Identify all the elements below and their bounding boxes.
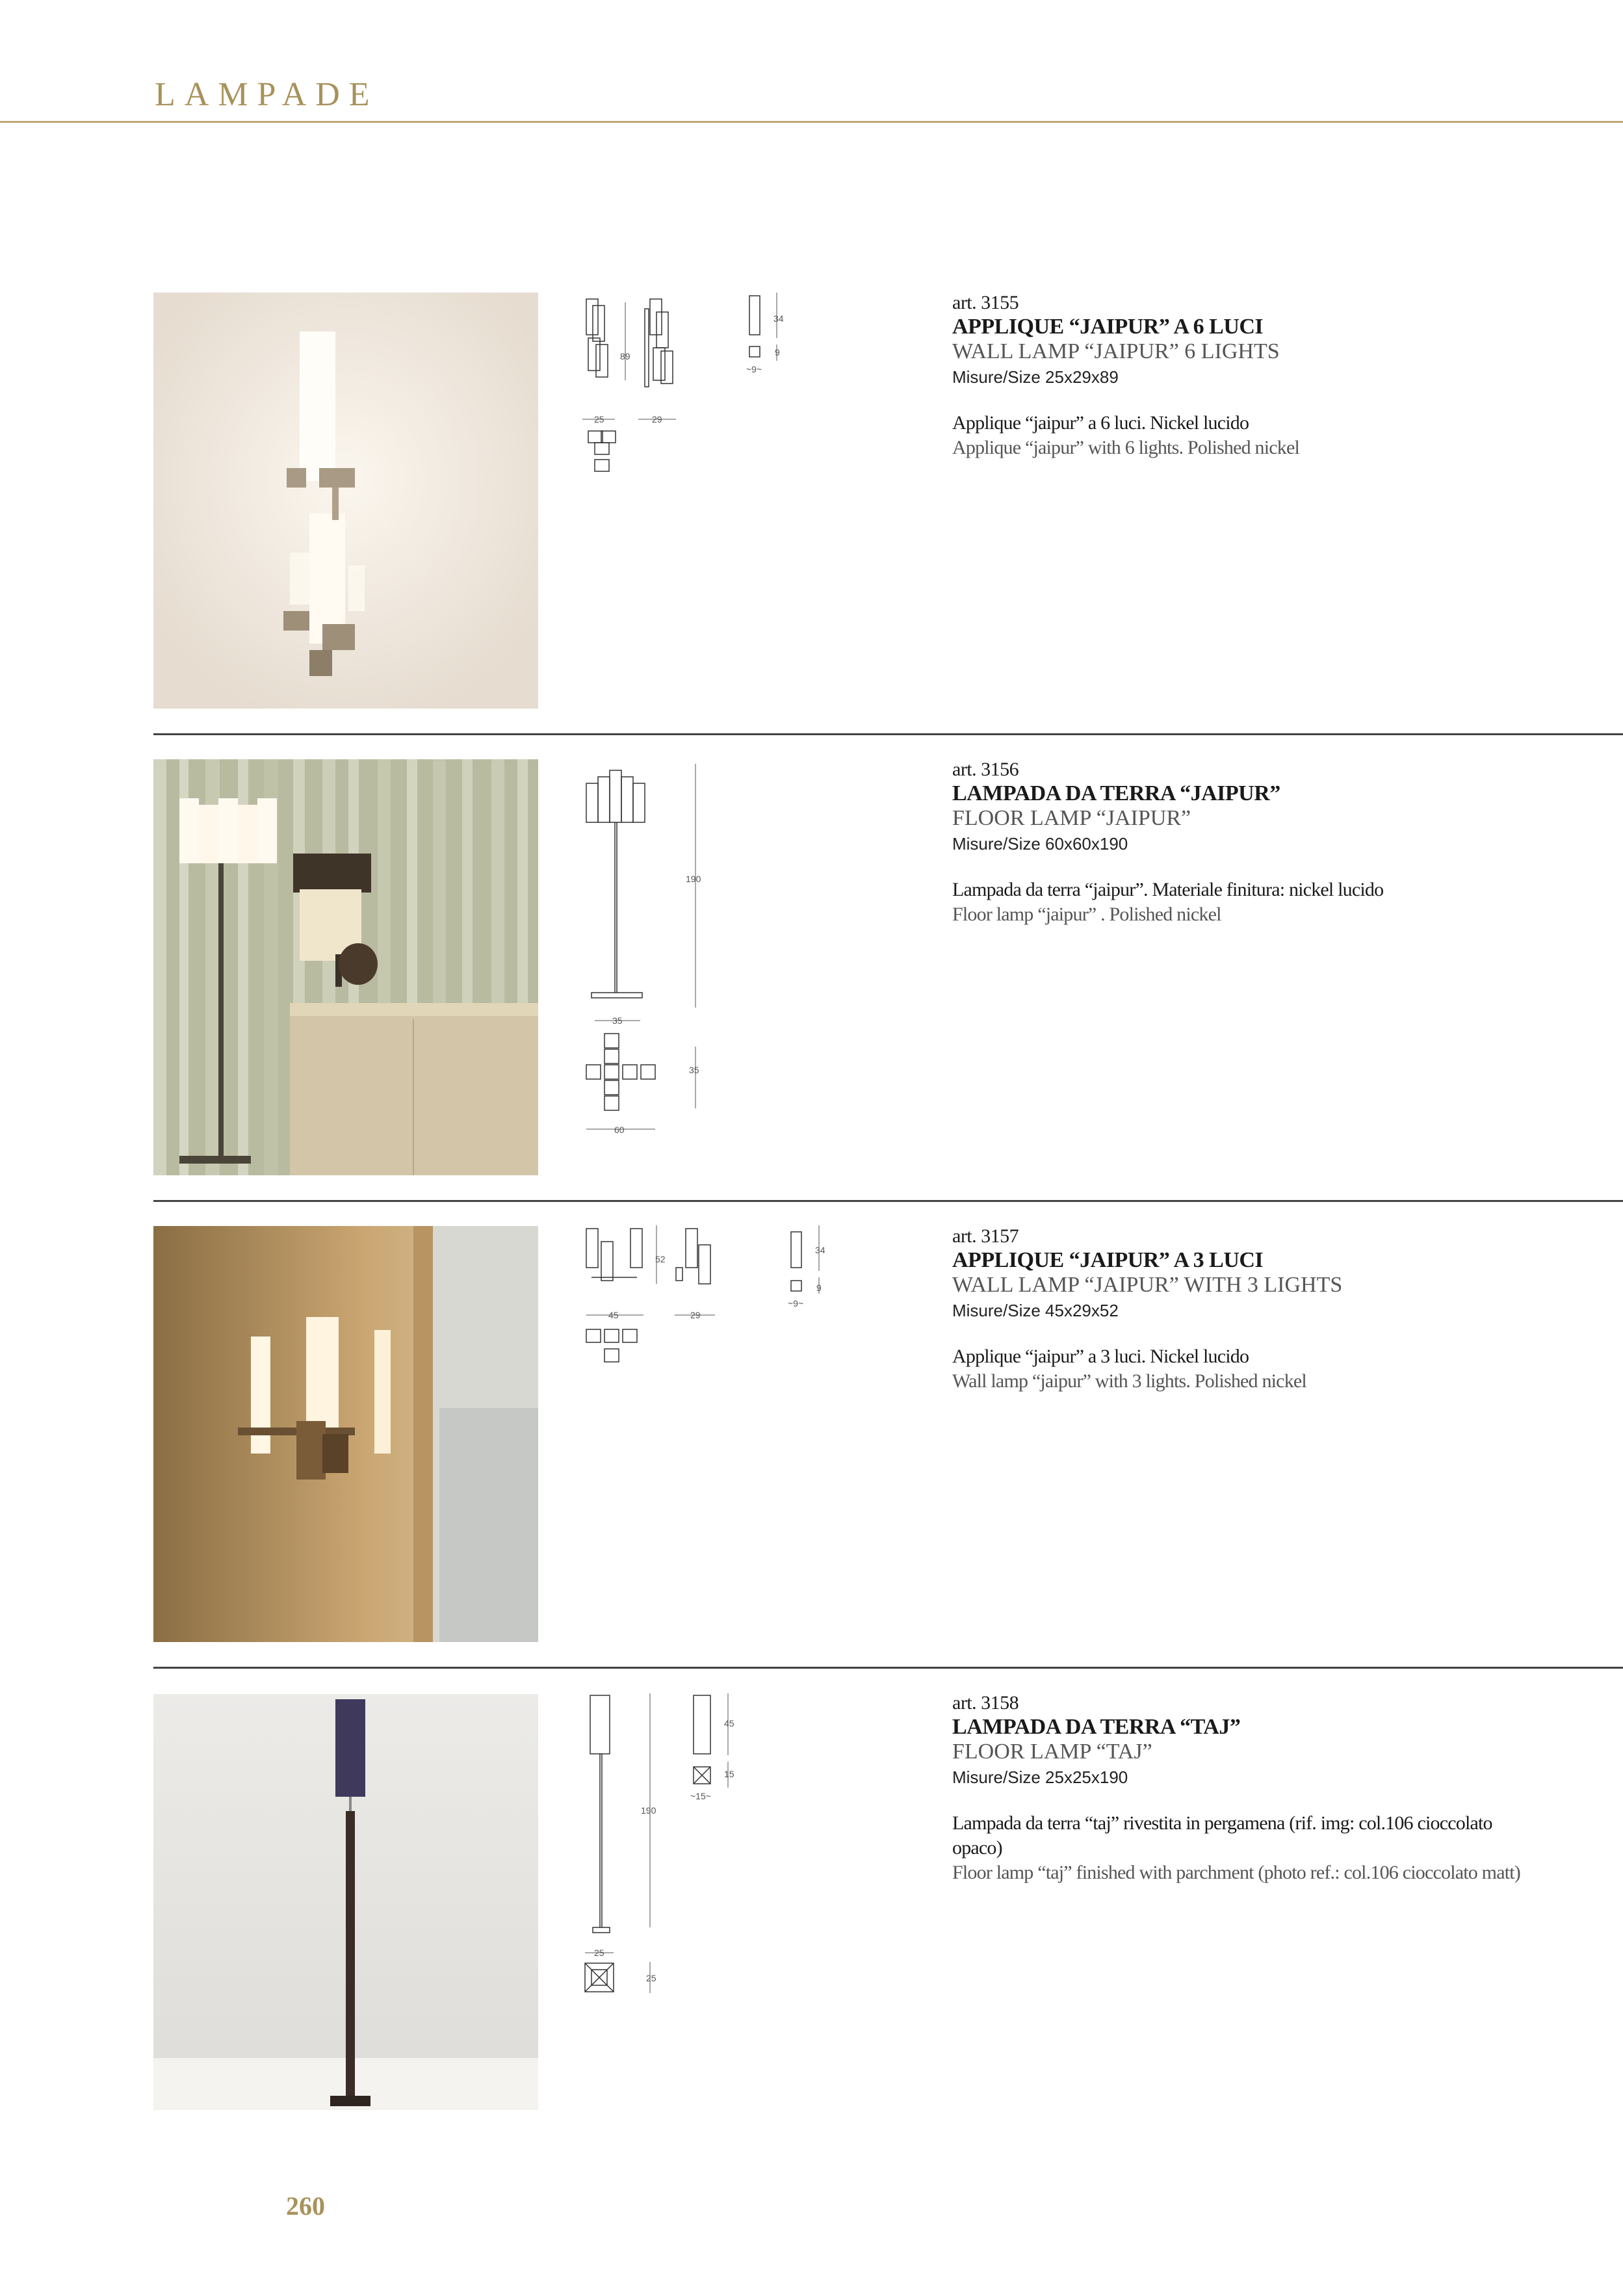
- technical-drawing-3155: [578, 289, 825, 488]
- description-it: Applique “jaipur” a 6 luci. Nickel lucido: [952, 412, 1249, 434]
- dim-width: 60: [614, 1125, 625, 1135]
- article-number: art. 3155: [952, 292, 1019, 313]
- product-size: Misure/Size 25x25x190: [952, 1768, 1128, 1787]
- dim-height: 190: [641, 1805, 656, 1816]
- dim-base-top: 35: [612, 1015, 623, 1026]
- product-photo-3157: [153, 1226, 538, 1642]
- dim-height: 89: [620, 351, 630, 361]
- description-en: Floor lamp “jaipur” . Polished nickel: [952, 904, 1221, 925]
- article-number: art. 3156: [952, 759, 1019, 780]
- header-divider: [0, 121, 1623, 123]
- dim-shade-side: 15: [724, 1769, 734, 1779]
- dim-width: 45: [608, 1310, 619, 1320]
- row-divider: [153, 733, 1623, 735]
- dim-shade-width: ~9~: [746, 364, 762, 374]
- technical-drawing-3157: [578, 1222, 825, 1381]
- technical-drawing-3156: [578, 757, 825, 1164]
- description-it: Applique “jaipur” a 3 luci. Nickel lucido: [952, 1346, 1249, 1367]
- product-size: Misure/Size 25x29x89: [952, 367, 1119, 387]
- dim-shade-height: 34: [815, 1245, 825, 1255]
- product-name-it: APPLIQUE “JAIPUR” A 6 LUCI: [952, 315, 1264, 339]
- dim-depth: 29: [690, 1310, 701, 1320]
- row-divider: [153, 1200, 1623, 1202]
- dim-base-side: 35: [689, 1065, 699, 1075]
- dim-shade-width: ~15~: [690, 1791, 711, 1801]
- dim-height: 190: [686, 874, 701, 884]
- product-photo-3156: [153, 759, 538, 1175]
- product-size: Misure/Size 60x60x190: [952, 834, 1128, 854]
- description-en: Floor lamp “taj” finished with parchment (photo ref.: col.106 cioccolato matt): [952, 1862, 1520, 1883]
- product-name-en: FLOOR LAMP “TAJ”: [952, 1740, 1152, 1764]
- article-number: art. 3158: [952, 1692, 1019, 1714]
- dim-depth: 29: [652, 414, 662, 424]
- product-info-3158: [952, 1691, 1537, 1885]
- dim-shade-height: 45: [724, 1718, 734, 1729]
- row-divider: [153, 1667, 1623, 1669]
- product-photo-3155: [153, 293, 538, 709]
- dim-base-width: 25: [594, 1948, 604, 1958]
- description-en: Applique “jaipur” with 6 lights. Polished nickel: [952, 437, 1300, 458]
- dim-shade-width: ~9~: [788, 1298, 804, 1309]
- dim-shade-height: 34: [773, 313, 784, 324]
- product-name-en: WALL LAMP “JAIPUR” 6 LIGHTS: [952, 339, 1280, 363]
- description-it: Lampada da terra “taj” rivestita in pergamena (rif. img: col.106 cioccolato opaco): [952, 1812, 1492, 1859]
- product-info-3157: [952, 1225, 1537, 1394]
- product-name-en: FLOOR LAMP “JAIPUR”: [952, 806, 1191, 830]
- dim-width: 25: [594, 414, 604, 424]
- product-name-it: LAMPADA DA TERRA “JAIPUR”: [952, 781, 1280, 805]
- product-name-it: APPLIQUE “JAIPUR” A 3 LUCI: [952, 1248, 1264, 1272]
- description-it: Lampada da terra “jaipur”. Materiale finitura: nickel lucido: [952, 879, 1384, 900]
- product-photo-3158: [153, 1694, 538, 2110]
- dim-shade-side: 9: [775, 347, 780, 358]
- product-name-it: LAMPADA DA TERRA “TAJ”: [952, 1715, 1241, 1739]
- product-info-3156: [952, 758, 1537, 927]
- product-name-en: WALL LAMP “JAIPUR” WITH 3 LIGHTS: [952, 1273, 1343, 1297]
- description-en: Wall lamp “jaipur” with 3 lights. Polished nickel: [952, 1370, 1306, 1392]
- article-number: art. 3157: [952, 1225, 1019, 1247]
- dim-base-depth: 25: [646, 1973, 656, 1983]
- technical-drawing-3158: [578, 1690, 825, 2005]
- product-info-3155: [952, 291, 1537, 460]
- product-size: Misure/Size 45x29x52: [952, 1301, 1119, 1320]
- page-number: 260: [286, 2191, 325, 2221]
- page-title: LAMPADE: [155, 76, 379, 113]
- dim-height: 52: [655, 1254, 666, 1264]
- dim-shade-side: 9: [816, 1283, 822, 1293]
